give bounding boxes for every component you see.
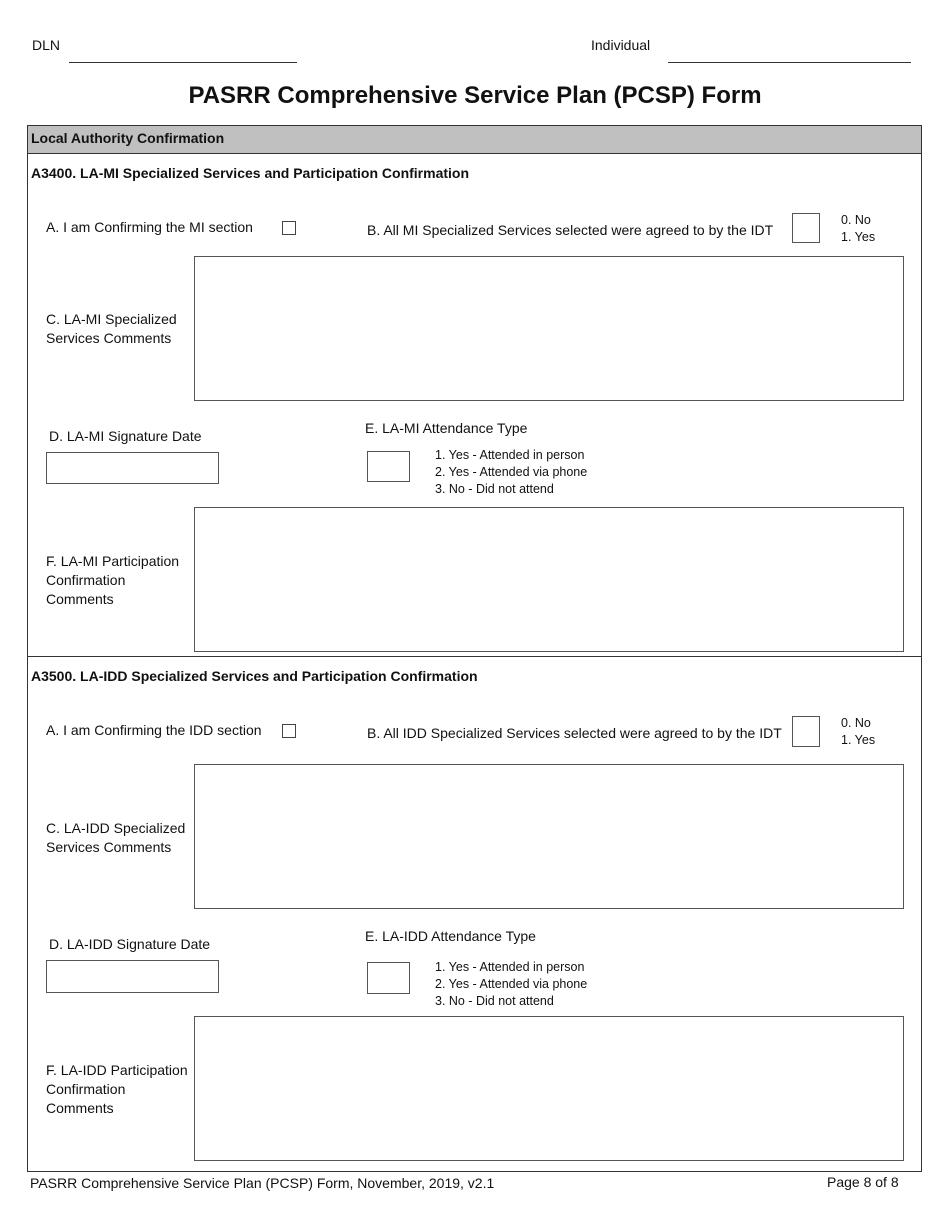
mi-signature-date-input[interactable] bbox=[46, 452, 219, 484]
footer-form-info: PASRR Comprehensive Service Plan (PCSP) Form, November, 2019, v2.1 bbox=[30, 1175, 495, 1191]
individual-label: Individual bbox=[591, 37, 651, 53]
mi-attendance-opt-2: 2. Yes - Attended via phone bbox=[435, 465, 588, 479]
mi-participation-label-3: Comments bbox=[46, 591, 114, 607]
individual-field[interactable] bbox=[668, 62, 911, 63]
idd-attendance-label: E. LA-IDD Attendance Type bbox=[365, 928, 536, 944]
idd-services-comments-label-1: C. LA-IDD Specialized bbox=[46, 820, 186, 836]
mi-attendance-code-box[interactable] bbox=[367, 451, 410, 482]
local-authority-band bbox=[28, 126, 921, 154]
mi-agreed-opt-no: 0. No bbox=[841, 213, 871, 227]
idd-participation-label-3: Comments bbox=[46, 1100, 114, 1116]
mi-attendance-opt-3: 3. No - Did not attend bbox=[435, 482, 554, 496]
idd-services-comments-textarea[interactable] bbox=[194, 764, 904, 909]
section-divider bbox=[28, 656, 921, 657]
page-title: PASRR Comprehensive Service Plan (PCSP) Form bbox=[188, 82, 762, 109]
mi-agreed-code-box[interactable] bbox=[792, 213, 820, 243]
idd-attendance-opt-3: 3. No - Did not attend bbox=[435, 994, 554, 1008]
idd-signature-date-input[interactable] bbox=[46, 960, 219, 993]
idd-attendance-opt-2: 2. Yes - Attended via phone bbox=[435, 977, 588, 991]
idd-services-comments-label-2: Services Comments bbox=[46, 839, 172, 855]
idd-participation-label-1: F. LA-IDD Participation bbox=[46, 1062, 188, 1078]
mi-agreed-label: B. All MI Specialized Services selected were agreed to by the IDT bbox=[367, 222, 774, 238]
idd-confirm-label: A. I am Confirming the IDD section bbox=[46, 722, 262, 738]
idd-participation-comments-textarea[interactable] bbox=[194, 1016, 904, 1161]
mi-participation-label-1: F. LA-MI Participation bbox=[46, 553, 180, 569]
idd-agreed-opt-no: 0. No bbox=[841, 716, 871, 730]
mi-agreed-opt-yes: 1. Yes bbox=[841, 230, 876, 244]
footer-page-number: Page 8 of 8 bbox=[827, 1174, 899, 1190]
mi-section-title: A3400. LA-MI Specialized Services and Participation Confirmation bbox=[31, 165, 470, 181]
mi-services-comments-textarea[interactable] bbox=[194, 256, 904, 401]
idd-signature-date-label: D. LA-IDD Signature Date bbox=[49, 936, 211, 952]
local-authority-label: Local Authority Confirmation bbox=[31, 130, 225, 146]
idd-agreed-code-box[interactable] bbox=[792, 716, 820, 747]
mi-services-comments-label-1: C. LA-MI Specialized bbox=[46, 311, 177, 327]
idd-attendance-code-box[interactable] bbox=[367, 962, 410, 994]
mi-signature-date-label: D. LA-MI Signature Date bbox=[49, 428, 202, 444]
mi-attendance-opt-1: 1. Yes - Attended in person bbox=[435, 448, 585, 462]
mi-attendance-label: E. LA-MI Attendance Type bbox=[365, 420, 528, 436]
idd-participation-label-2: Confirmation bbox=[46, 1081, 126, 1097]
idd-agreed-label: B. All IDD Specialized Services selected were agreed to by the IDT bbox=[367, 725, 782, 741]
mi-services-comments-label-2: Services Comments bbox=[46, 330, 172, 346]
idd-section-title: A3500. LA-IDD Specialized Services and Participation Confirmation bbox=[31, 668, 478, 684]
mi-participation-label-2: Confirmation bbox=[46, 572, 126, 588]
dln-label: DLN bbox=[32, 37, 61, 53]
idd-agreed-opt-yes: 1. Yes bbox=[841, 733, 876, 747]
idd-attendance-opt-1: 1. Yes - Attended in person bbox=[435, 960, 585, 974]
dln-field[interactable] bbox=[69, 62, 297, 63]
mi-participation-comments-textarea[interactable] bbox=[194, 507, 904, 652]
mi-confirm-checkbox[interactable] bbox=[282, 221, 296, 235]
idd-confirm-checkbox[interactable] bbox=[282, 724, 296, 738]
mi-confirm-label: A. I am Confirming the MI section bbox=[46, 219, 253, 235]
